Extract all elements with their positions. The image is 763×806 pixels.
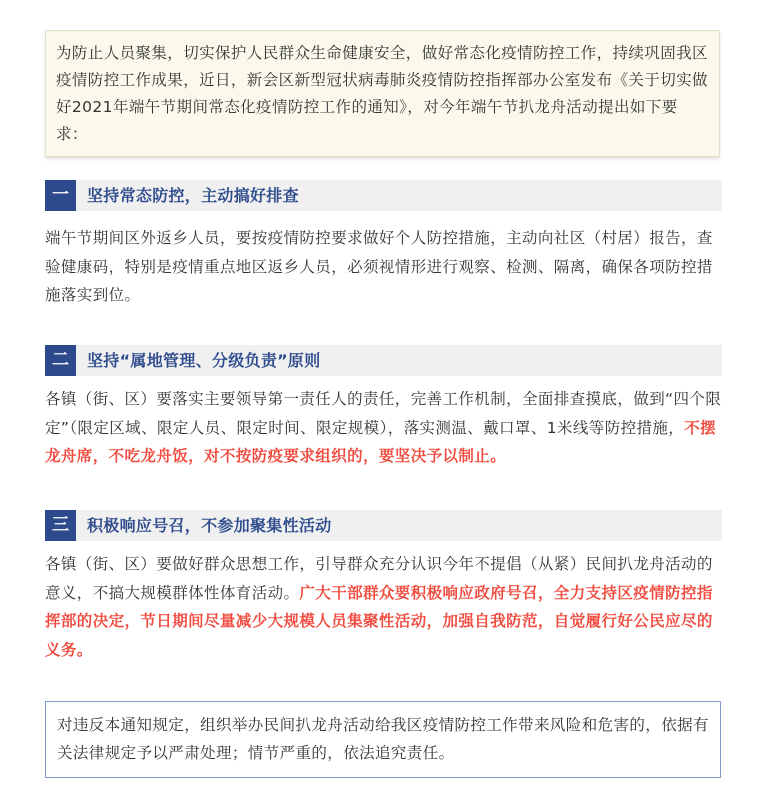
- intro-text: 为防止人员聚集，切实保护人民群众生命健康安全，做好常态化疫情防控工作，持续巩固我区疫情防控工作成果，近日，新会区新型冠状病毒肺炎疫情防控指挥部办公室发布《关于切实做好2021年端午节期间常态化疫情防控工作的通知》，对今年端午节扒龙舟活动提出如下要求：: [56, 44, 708, 143]
- section-2-body: [45, 385, 722, 471]
- section-3-title: 积极响应号召，不参加聚集性活动: [87, 516, 332, 535]
- section-1-body-text: 端午节期间区外返乡人员，要按疫情防控要求做好个人防控措施，主动向社区（村居）报告，查验健康码，特别是疫情重点地区返乡人员，必须视情形进行观察、检测、隔离，确保各项防控措施落实到位。: [45, 229, 713, 304]
- section-1-header: [45, 180, 722, 211]
- section-1-body: [45, 224, 722, 310]
- section-3-body: [45, 550, 722, 664]
- section-2-body-text: 各镇（街、区）要落实主要领导第一责任人的责任，完善工作机制，全面排查摸底，做到“四个限定”（限定区域、限定人员、限定时间、限定规模），落实测温、戴口罩、1米线等防控措施，: [45, 390, 722, 437]
- notice-text: 对违反本通知规定，组织举办民间扒龙舟活动给我区疫情防控工作带来风险和危害的，依据有关法律规定予以严肃处理；情节严重的，依法追究责任。: [57, 716, 709, 762]
- section-3-body-text: 各镇（街、区）要做好群众思想工作，引导群众充分认识今年不提倡（从紧）民间扒龙舟活动的意义，不搞大规模群体性体育活动。: [45, 555, 713, 602]
- section-2-number-badge: 二: [45, 345, 76, 376]
- section-3-header: [45, 510, 722, 541]
- section-2-header: [45, 345, 722, 376]
- section-3-emphasis-text: 广大干部群众要积极响应政府号召，全力支持区疫情防控指挥部的决定，节日期间尽量减少大规模人员集聚性活动，加强自我防范，自觉履行好公民应尽的义务。: [45, 583, 713, 659]
- section-3-number-badge: 三: [45, 510, 76, 541]
- notice-box: [45, 701, 721, 778]
- section-1-title: 坚持常态防控，主动搞好排查: [87, 186, 299, 205]
- section-1-number-badge: 一: [45, 180, 76, 211]
- section-2-emphasis-text: 不摆龙舟席，不吃龙舟饭，对不按防疫要求组织的，要坚决予以制止。: [45, 418, 717, 465]
- intro-box: [45, 30, 720, 157]
- section-2-title: 坚持“属地管理、分级负责”原则: [87, 351, 321, 370]
